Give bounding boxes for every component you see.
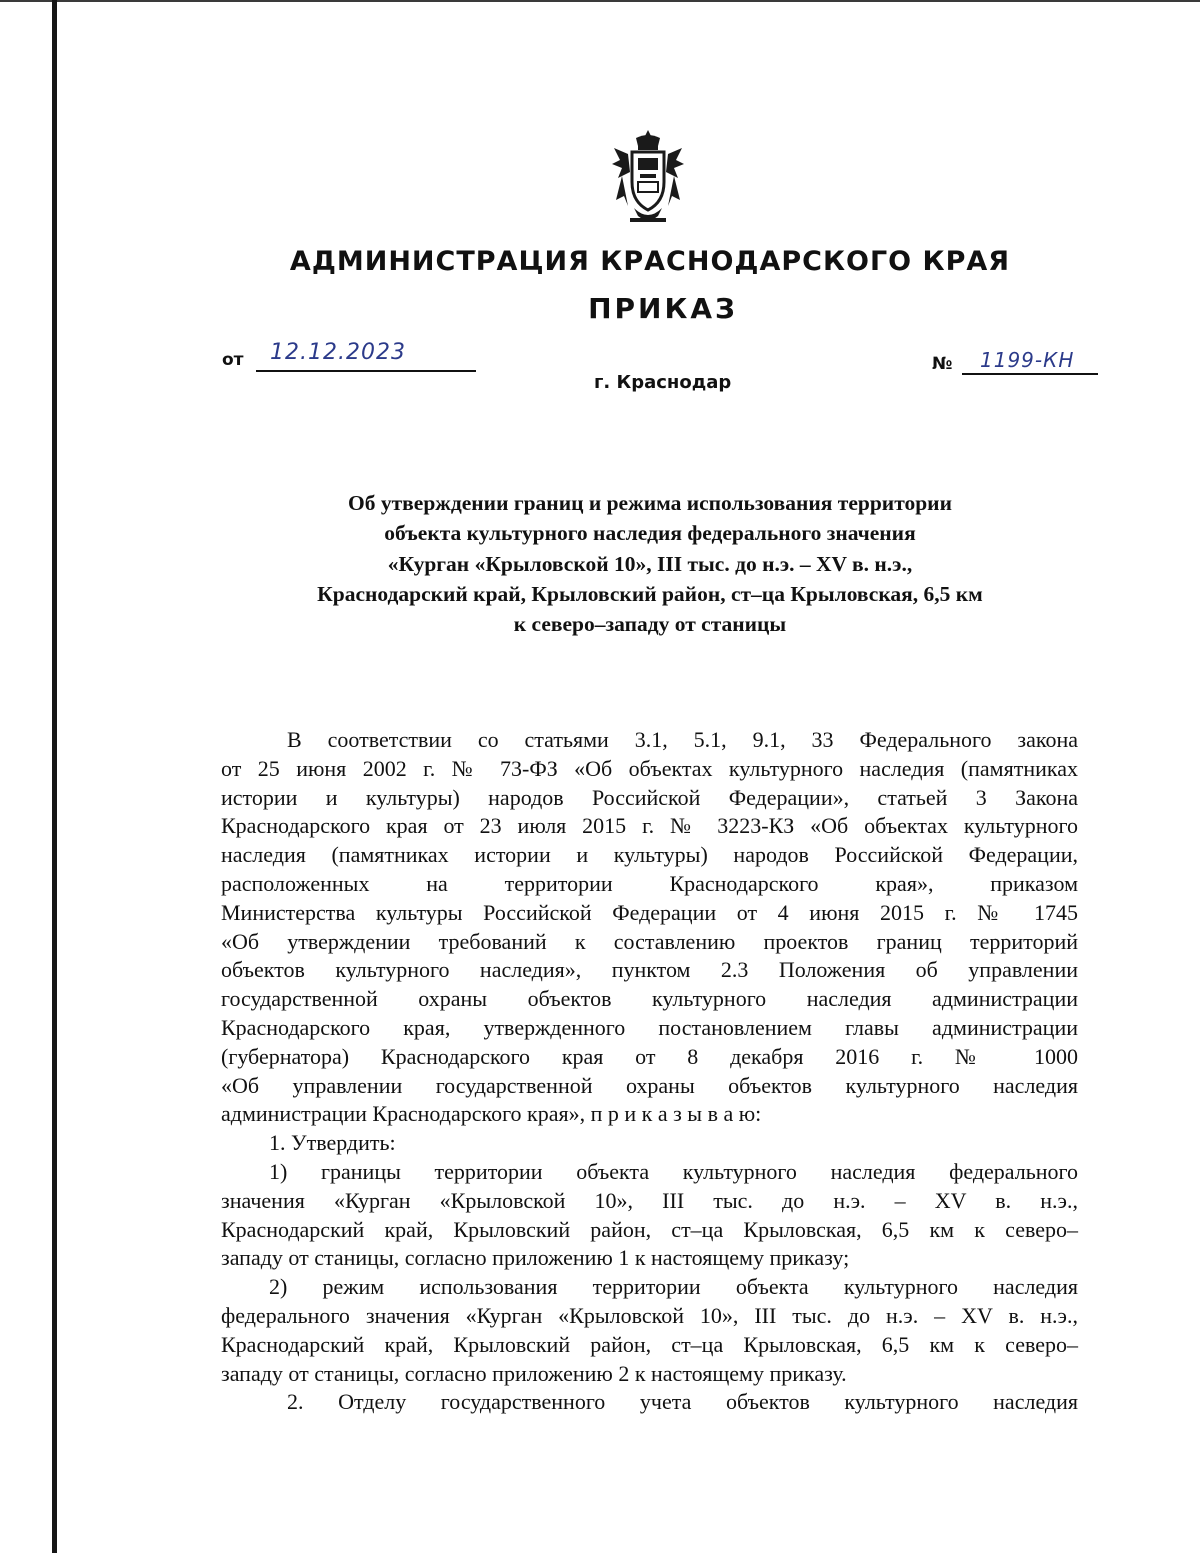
body-line: Краснодарского края, утвержденного постановлением главы администрации [221,1014,1078,1040]
date-label: от [222,350,244,370]
handwritten-date: 12.12.2023 [270,340,406,365]
scan-edge-top [0,0,1200,2]
document-type: ПРИКАЗ [588,292,738,325]
body-line: от 25 июня 2002 г. № 73-ФЗ «Об объектах культурного наследия (памятниках [221,755,1078,781]
body-line: Краснодарский край, Крыловский район, ст–ца Крыловская, 6,5 км к северо– [221,1331,1078,1357]
body-line: 2. Отделу государственного учета объектов культурного наследия [287,1389,1078,1415]
body-line: наследия (памятниках истории и культуры) народов Российской Федерации, [221,842,1078,868]
body-line: 1) границы территории объекта культурного наследия федерального [269,1158,1078,1184]
title-line: Об утверждении границ и режима использования территории [348,491,952,515]
body-line: В соответствии со статьями 3.1, 5.1, 9.1, 33 Федерального закона [287,727,1078,752]
handwritten-number: 1199-КН [980,348,1075,372]
body-line: администрации Краснодарского края», п р и к а з ы в а ю: [221,1101,762,1127]
body-line: «Об утверждении требований к составлению проектов границ территорий [221,928,1078,954]
city: г. Краснодар [594,372,732,393]
title-line: «Курган «Крыловской 10», III тыс. до н.э. – XV в. н.э., [387,551,913,576]
title-line: Краснодарский край, Крыловский район, ст–ца Крыловская, 6,5 км [317,581,983,606]
body-line: «Об управлении государственной охраны объектов культурного наследия [221,1072,1078,1098]
body-line: Министерства культуры Российской Федерации от 4 июня 2015 г. № 1745 [221,899,1078,925]
title-line: к северо–западу от станицы [513,612,787,637]
krasnodar-coat-of-arms-icon [608,128,688,228]
organization-name: АДМИНИСТРАЦИЯ КРАСНОДАРСКОГО КРАЯ [289,246,1011,277]
body-line: 2) режим использования территории объекта культурного наследия [269,1274,1078,1300]
number-label: № [932,354,953,374]
body-line: значения «Курган «Крыловской 10», III тыс. до н.э. – XV в. н.э., [221,1187,1078,1213]
body-line: западу от станицы, согласно приложению 2 к настоящему приказу. [221,1360,847,1386]
title-line: объекта культурного наследия федерального значения [384,521,916,546]
number-underline [962,373,1098,375]
body-line: 1. Утвердить: [269,1130,396,1156]
body-line: истории и культуры) народов Российской Федерации», статьей 3 Закона [221,784,1078,810]
scan-edge-left [52,0,57,1553]
body-line: Краснодарского края от 23 июля 2015 г. № 3223-КЗ «Об объектах культурного [221,813,1078,839]
document-title [200,488,1100,639]
body-line: государственной охраны объектов культурного наследия администрации [221,986,1078,1012]
body-line: расположенных на территории Краснодарского края», приказом [221,870,1078,896]
body-line: федерального значения «Курган «Крыловской 10», III тыс. до н.э. – XV в. н.э., [221,1302,1078,1328]
document-body [221,726,1078,1417]
body-line: объектов культурного наследия», пунктом 2.3 Положения об управлении [221,957,1078,983]
body-line: (губернатора) Краснодарского края от 8 декабря 2016 г. № 1000 [221,1043,1078,1069]
body-line: Краснодарский край, Крыловский район, ст–ца Крыловская, 6,5 км к северо– [221,1216,1078,1242]
body-line: западу от станицы, согласно приложению 1 к настоящему приказу; [221,1245,850,1271]
date-underline [256,370,476,372]
